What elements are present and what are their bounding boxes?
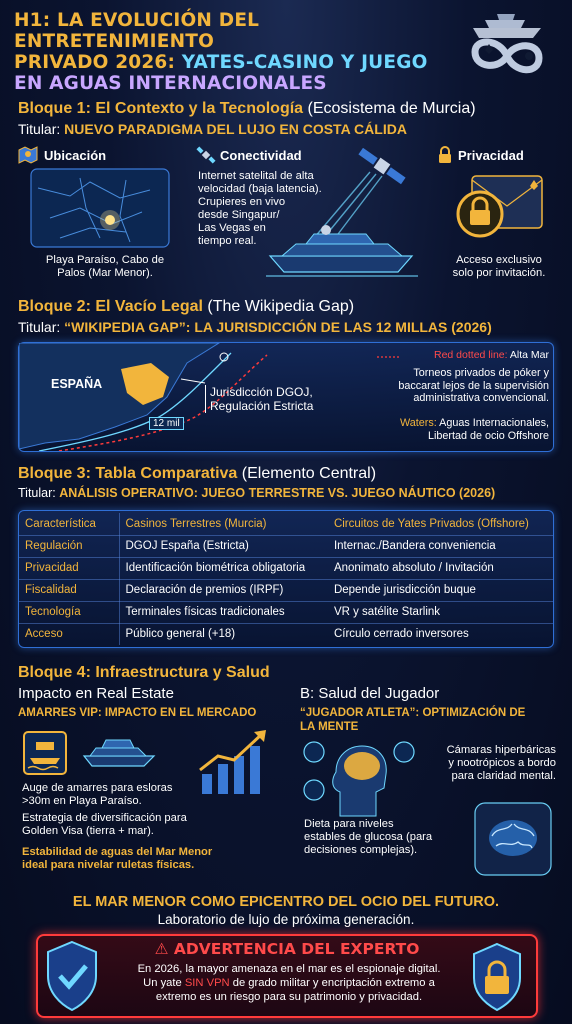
table-cell: Terminales físicas tradicionales xyxy=(119,601,328,623)
table-row xyxy=(19,557,553,579)
murcia-map xyxy=(30,168,170,248)
amarres-titular: AMARRES VIP: IMPACTO EN EL MERCADO xyxy=(18,707,257,719)
estrategia-text: Estrategia de diversificación para Golden Visa (tierra + mar). xyxy=(22,812,187,837)
ubicacion-text: Playa Paraíso, Cabo de Palos (Mar Menor). xyxy=(45,254,165,279)
map-label-spain: ESPAÑA xyxy=(51,377,103,391)
block3-titular: Titular: ANÁLISIS OPERATIVO: JUEGO TERRESTRE VS. JUEGO NÁUTICO (2026) xyxy=(18,486,496,500)
table-cell: Declaración de premios (IRPF) xyxy=(119,579,328,601)
ubicacion-label: Ubicación xyxy=(44,148,107,163)
table-cell: Fiscalidad xyxy=(19,579,119,601)
table-header-cell: Característica xyxy=(19,513,119,535)
marina-icon xyxy=(22,730,68,776)
yacht-satellite-illustration xyxy=(262,148,422,280)
brain-icon xyxy=(474,802,552,876)
yacht-casino-logo xyxy=(455,6,559,86)
table-cell: Público general (+18) xyxy=(125,628,236,641)
red-line-legend: Red dotted line: Alta Mar xyxy=(434,349,549,361)
privacidad-label: Privacidad xyxy=(458,148,524,163)
table-cell: Anonimato absoluto / Invitación xyxy=(328,557,553,579)
warning-text: En 2026, la mayor amenaza en el mar es el espionaje digital. Un yate SIN VPN de grado militar y encriptación extremo a extremo es un riesgo para su patrimonio y privacidad. xyxy=(137,963,441,1003)
block1-titular: Titular: NUEVO PARADIGMA DEL LUJO EN COSTA CÁLIDA xyxy=(18,121,407,137)
block2-titular: Titular: “WIKIPEDIA GAP”: LA JURISDICCIÓN DE LAS 12 MILLAS (2026) xyxy=(18,319,492,335)
invitation-lock-icon xyxy=(448,170,548,248)
yacht-icon xyxy=(82,734,156,768)
table-cell: DGOJ España (Estricta) xyxy=(119,535,328,557)
table-cell: Círculo cerrado inversores xyxy=(333,628,469,641)
map-label-miles: 12 mil xyxy=(149,417,184,430)
satellite-icon xyxy=(196,145,216,165)
dieta-text: Dieta para niveles estables de glucosa (para decisiones complejas). xyxy=(304,818,433,856)
table-cell: Depende jurisdicción buque xyxy=(328,579,553,601)
privacidad-text: Acceso exclusivo solo por invitación. xyxy=(452,254,546,279)
shield-check-icon xyxy=(44,940,100,1012)
table-cell: Acceso xyxy=(19,623,119,645)
block4-heading: Bloque 4: Infraestructura y Salud xyxy=(18,664,270,681)
table-header-cell: Circuitos de Yates Privados (Offshore) xyxy=(328,513,553,535)
table-cell: Regulación xyxy=(19,535,119,557)
comparison-table xyxy=(18,510,554,648)
page-title xyxy=(14,10,444,94)
title-line-2: PRIVADO 2026: YATES-CASINO Y JUEGO xyxy=(14,52,428,73)
salud-titular: “JUGADOR ATLETA”: OPTIMIZACIÓN DE LA MENTE xyxy=(300,707,526,733)
player-head-icon xyxy=(300,738,420,818)
padlock-icon xyxy=(470,942,524,1012)
salud-heading: B: Salud del Jugador xyxy=(300,685,440,702)
table-row xyxy=(19,535,553,557)
expert-warning-box xyxy=(36,934,538,1018)
table-cell: Privacidad xyxy=(19,557,119,579)
table-header-row xyxy=(19,513,553,535)
table-header-cell: Casinos Terrestres (Murcia) xyxy=(119,513,328,535)
amarres-text: Auge de amarres para esloras >30m en Playa Paraíso. xyxy=(22,782,173,807)
conectividad-label: Conectividad xyxy=(220,148,302,163)
block1-heading: Bloque 1: El Contexto y la Tecnología (Ecosistema de Murcia) xyxy=(18,100,476,117)
table-cell: Identificación biométrica obligatoria xyxy=(119,557,328,579)
table-row xyxy=(19,623,553,645)
comparison-table-grid xyxy=(19,513,553,645)
lock-icon xyxy=(438,146,452,163)
jurisdiction-label: Jurisdicción DGOJ, Regulación Estricta xyxy=(205,385,313,413)
table-cell: Internac./Bandera conveniencia xyxy=(328,535,553,557)
jurisdiction-map-panel xyxy=(18,342,554,452)
warning-icon: ⚠ xyxy=(154,940,169,958)
growth-chart-icon xyxy=(196,726,272,796)
table-cell: VR y satélite Starlink xyxy=(328,601,553,623)
waters-text: Waters: Aguas Internacionales, Libertad de ocio Offshore xyxy=(399,417,549,442)
estabilidad-text: Estabilidad de aguas del Mar Menor ideal para nivelar ruletas físicas. xyxy=(22,846,213,871)
title-line-3: EN AGUAS INTERNACIONALES xyxy=(14,73,327,94)
title-line-1: H1: LA EVOLUCIÓN DEL ENTRETENIMIENTO xyxy=(14,10,260,52)
impacto-heading: Impacto en Real Estate xyxy=(18,685,174,702)
footer-banner-sub: Laboratorio de lujo de próxima generación. xyxy=(157,912,415,927)
footer-banner: EL MAR MENOR COMO EPICENTRO DEL OCIO DEL FUTURO. xyxy=(72,894,500,910)
table-cell: Tecnología xyxy=(19,601,119,623)
warning-title: ⚠ ADVERTENCIA DEL EXPERTO xyxy=(154,940,420,958)
torneos-text: Torneos privados de póker y baccarat lejos de la supervisión administrativa convencional. xyxy=(398,367,549,404)
table-row xyxy=(19,579,553,601)
conectividad-text: Internet satelital de alta velocidad (baja latencia). Crupieres en vivo desde Singapur/ Las Vegas en tiempo real. xyxy=(198,170,322,247)
block3-heading: Bloque 3: Tabla Comparativa (Elemento Central) xyxy=(18,465,377,482)
block2-heading: Bloque 2: El Vacío Legal (The Wikipedia Gap) xyxy=(18,298,355,315)
map-pin-icon xyxy=(18,146,38,164)
table-row xyxy=(19,601,553,623)
camaras-text: Cámaras hiperbáricas y nootrópicos a bordo para claridad mental. xyxy=(446,744,556,782)
